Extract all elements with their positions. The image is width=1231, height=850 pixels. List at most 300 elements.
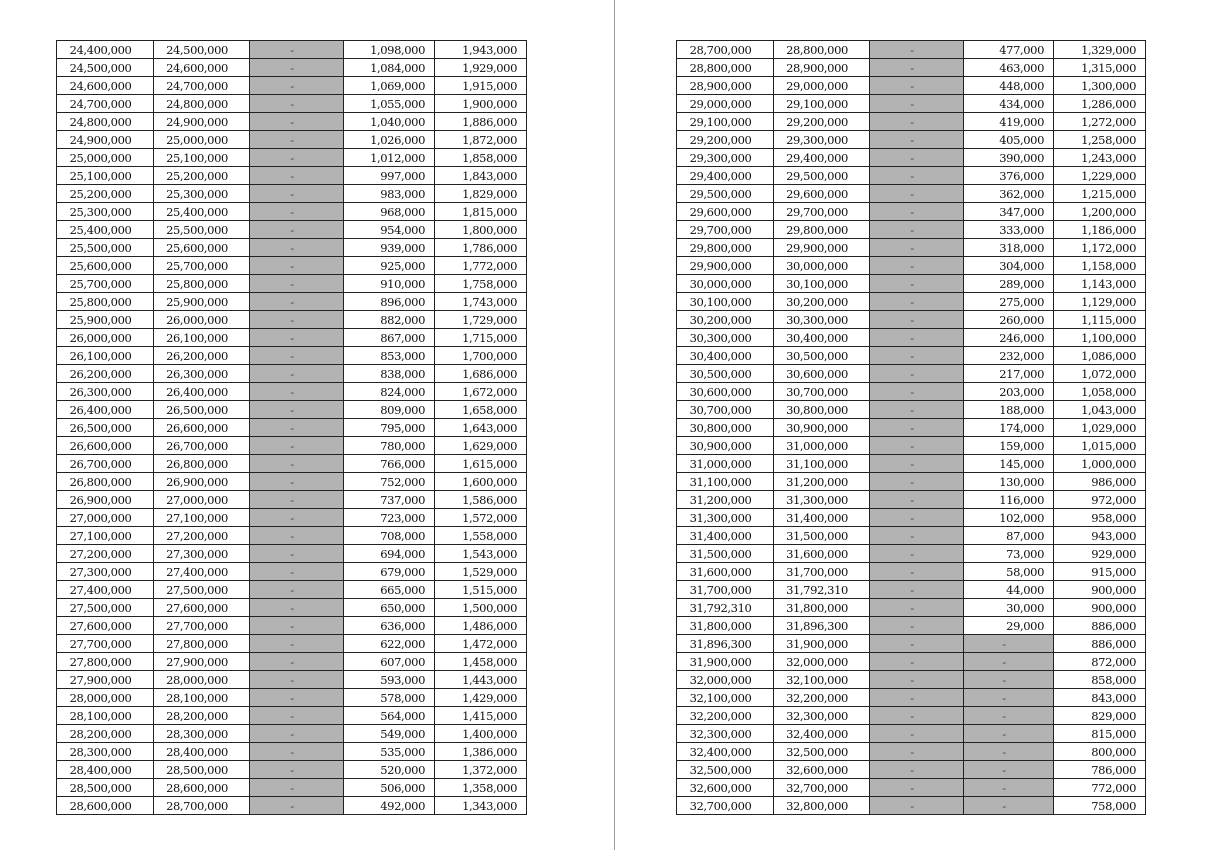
col3-cell: - bbox=[250, 59, 344, 77]
range-from-cell: 24,700,000 bbox=[57, 95, 154, 113]
col3-cell: - bbox=[870, 293, 964, 311]
col5-cell: 1,515,000 bbox=[435, 581, 527, 599]
range-from-cell: 29,200,000 bbox=[677, 131, 774, 149]
col5-cell: 1,715,000 bbox=[435, 329, 527, 347]
col3-cell: - bbox=[870, 383, 964, 401]
range-to-cell: 32,500,000 bbox=[774, 743, 870, 761]
table-row bbox=[677, 401, 1146, 419]
table-row bbox=[57, 383, 527, 401]
range-to-cell: 31,100,000 bbox=[774, 455, 870, 473]
col4-cell: 116,000 bbox=[964, 491, 1054, 509]
col3-cell: - bbox=[870, 617, 964, 635]
table-row bbox=[677, 113, 1146, 131]
col4-cell: 58,000 bbox=[964, 563, 1054, 581]
range-from-cell: 29,500,000 bbox=[677, 185, 774, 203]
table-row bbox=[57, 221, 527, 239]
table-row bbox=[677, 527, 1146, 545]
col3-cell: - bbox=[250, 437, 344, 455]
col4-cell: 954,000 bbox=[344, 221, 435, 239]
range-to-cell: 28,000,000 bbox=[154, 671, 250, 689]
col3-cell: - bbox=[250, 725, 344, 743]
range-to-cell: 27,900,000 bbox=[154, 653, 250, 671]
table-row bbox=[677, 275, 1146, 293]
range-from-cell: 30,900,000 bbox=[677, 437, 774, 455]
col5-cell: 1,400,000 bbox=[435, 725, 527, 743]
range-from-cell: 31,300,000 bbox=[677, 509, 774, 527]
col3-cell: - bbox=[870, 635, 964, 653]
table-row bbox=[677, 203, 1146, 221]
col5-cell: 915,000 bbox=[1054, 563, 1146, 581]
col4-cell: - bbox=[964, 761, 1054, 779]
table-row bbox=[677, 779, 1146, 797]
table-row bbox=[677, 167, 1146, 185]
col3-cell: - bbox=[870, 95, 964, 113]
col3-cell: - bbox=[250, 797, 344, 815]
col5-cell: 1,329,000 bbox=[1054, 41, 1146, 59]
col3-cell: - bbox=[870, 149, 964, 167]
range-to-cell: 32,300,000 bbox=[774, 707, 870, 725]
table-row bbox=[677, 473, 1146, 491]
table-row bbox=[57, 257, 527, 275]
table-row bbox=[677, 419, 1146, 437]
col4-cell: 477,000 bbox=[964, 41, 1054, 59]
col4-cell: 939,000 bbox=[344, 239, 435, 257]
col5-cell: 1,286,000 bbox=[1054, 95, 1146, 113]
col4-cell: 650,000 bbox=[344, 599, 435, 617]
col5-cell: 1,629,000 bbox=[435, 437, 527, 455]
col3-cell: - bbox=[250, 491, 344, 509]
range-from-cell: 31,700,000 bbox=[677, 581, 774, 599]
col3-cell: - bbox=[250, 203, 344, 221]
range-to-cell: 28,600,000 bbox=[154, 779, 250, 797]
col4-cell: - bbox=[964, 743, 1054, 761]
table-row bbox=[677, 491, 1146, 509]
col4-cell: 376,000 bbox=[964, 167, 1054, 185]
range-to-cell: 30,500,000 bbox=[774, 347, 870, 365]
col5-cell: 815,000 bbox=[1054, 725, 1146, 743]
col3-cell: - bbox=[870, 725, 964, 743]
table-row bbox=[57, 131, 527, 149]
range-to-cell: 32,000,000 bbox=[774, 653, 870, 671]
table-row bbox=[57, 185, 527, 203]
col5-cell: 1,558,000 bbox=[435, 527, 527, 545]
range-to-cell: 25,300,000 bbox=[154, 185, 250, 203]
col5-cell: 1,100,000 bbox=[1054, 329, 1146, 347]
range-from-cell: 25,700,000 bbox=[57, 275, 154, 293]
col5-cell: 1,043,000 bbox=[1054, 401, 1146, 419]
table-row bbox=[677, 437, 1146, 455]
table-row bbox=[677, 365, 1146, 383]
col5-cell: 1,600,000 bbox=[435, 473, 527, 491]
range-to-cell: 27,700,000 bbox=[154, 617, 250, 635]
table-row bbox=[677, 599, 1146, 617]
table-row bbox=[57, 203, 527, 221]
col3-cell: - bbox=[870, 599, 964, 617]
col3-cell: - bbox=[250, 275, 344, 293]
col4-cell: 766,000 bbox=[344, 455, 435, 473]
range-from-cell: 27,200,000 bbox=[57, 545, 154, 563]
col5-cell: 1,443,000 bbox=[435, 671, 527, 689]
range-from-cell: 31,000,000 bbox=[677, 455, 774, 473]
range-from-cell: 29,300,000 bbox=[677, 149, 774, 167]
range-to-cell: 27,100,000 bbox=[154, 509, 250, 527]
col5-cell: 786,000 bbox=[1054, 761, 1146, 779]
col4-cell: 174,000 bbox=[964, 419, 1054, 437]
range-to-cell: 25,700,000 bbox=[154, 257, 250, 275]
table-row bbox=[57, 347, 527, 365]
col3-cell: - bbox=[250, 149, 344, 167]
col3-cell: - bbox=[870, 779, 964, 797]
col5-cell: 1,472,000 bbox=[435, 635, 527, 653]
range-from-cell: 28,600,000 bbox=[57, 797, 154, 815]
table-row bbox=[57, 689, 527, 707]
range-from-cell: 26,800,000 bbox=[57, 473, 154, 491]
range-to-cell: 31,300,000 bbox=[774, 491, 870, 509]
col4-cell: 520,000 bbox=[344, 761, 435, 779]
col4-cell: 405,000 bbox=[964, 131, 1054, 149]
col3-cell: - bbox=[250, 707, 344, 725]
range-from-cell: 29,400,000 bbox=[677, 167, 774, 185]
col3-cell: - bbox=[250, 599, 344, 617]
col5-cell: 1,143,000 bbox=[1054, 275, 1146, 293]
range-from-cell: 29,000,000 bbox=[677, 95, 774, 113]
range-to-cell: 29,500,000 bbox=[774, 167, 870, 185]
col5-cell: 1,686,000 bbox=[435, 365, 527, 383]
col4-cell: 896,000 bbox=[344, 293, 435, 311]
table-row bbox=[677, 455, 1146, 473]
range-from-cell: 25,900,000 bbox=[57, 311, 154, 329]
range-to-cell: 26,600,000 bbox=[154, 419, 250, 437]
col4-cell: 593,000 bbox=[344, 671, 435, 689]
col3-cell: - bbox=[250, 311, 344, 329]
table-row bbox=[57, 149, 527, 167]
range-from-cell: 27,800,000 bbox=[57, 653, 154, 671]
col5-cell: 1,658,000 bbox=[435, 401, 527, 419]
col4-cell: 29,000 bbox=[964, 617, 1054, 635]
col4-cell: 492,000 bbox=[344, 797, 435, 815]
range-from-cell: 27,600,000 bbox=[57, 617, 154, 635]
col5-cell: 972,000 bbox=[1054, 491, 1146, 509]
range-from-cell: 31,792,310 bbox=[677, 599, 774, 617]
range-to-cell: 32,600,000 bbox=[774, 761, 870, 779]
table-row bbox=[677, 761, 1146, 779]
col3-cell: - bbox=[250, 671, 344, 689]
table-row bbox=[677, 59, 1146, 77]
col4-cell: 318,000 bbox=[964, 239, 1054, 257]
col5-cell: 1,029,000 bbox=[1054, 419, 1146, 437]
col4-cell: 362,000 bbox=[964, 185, 1054, 203]
range-from-cell: 30,800,000 bbox=[677, 419, 774, 437]
col3-cell: - bbox=[870, 707, 964, 725]
col4-cell: 246,000 bbox=[964, 329, 1054, 347]
col4-cell: - bbox=[964, 725, 1054, 743]
col5-cell: 1,458,000 bbox=[435, 653, 527, 671]
range-from-cell: 32,100,000 bbox=[677, 689, 774, 707]
range-to-cell: 25,000,000 bbox=[154, 131, 250, 149]
range-to-cell: 31,896,300 bbox=[774, 617, 870, 635]
col5-cell: 829,000 bbox=[1054, 707, 1146, 725]
range-to-cell: 25,800,000 bbox=[154, 275, 250, 293]
col5-cell: 900,000 bbox=[1054, 581, 1146, 599]
range-to-cell: 26,800,000 bbox=[154, 455, 250, 473]
col4-cell: 867,000 bbox=[344, 329, 435, 347]
col3-cell: - bbox=[870, 563, 964, 581]
col4-cell: 87,000 bbox=[964, 527, 1054, 545]
col3-cell: - bbox=[870, 365, 964, 383]
table-row bbox=[677, 311, 1146, 329]
range-from-cell: 27,900,000 bbox=[57, 671, 154, 689]
col5-cell: 1,672,000 bbox=[435, 383, 527, 401]
col3-cell: - bbox=[870, 77, 964, 95]
range-from-cell: 27,700,000 bbox=[57, 635, 154, 653]
page-divider bbox=[614, 0, 615, 850]
range-to-cell: 26,700,000 bbox=[154, 437, 250, 455]
col5-cell: 886,000 bbox=[1054, 635, 1146, 653]
table-row bbox=[57, 77, 527, 95]
col3-cell: - bbox=[250, 293, 344, 311]
col3-cell: - bbox=[250, 257, 344, 275]
col3-cell: - bbox=[250, 41, 344, 59]
range-to-cell: 30,200,000 bbox=[774, 293, 870, 311]
col5-cell: 1,643,000 bbox=[435, 419, 527, 437]
range-from-cell: 30,700,000 bbox=[677, 401, 774, 419]
range-from-cell: 25,500,000 bbox=[57, 239, 154, 257]
col5-cell: 758,000 bbox=[1054, 797, 1146, 815]
range-from-cell: 26,900,000 bbox=[57, 491, 154, 509]
col5-cell: 772,000 bbox=[1054, 779, 1146, 797]
table-row bbox=[677, 689, 1146, 707]
range-from-cell: 30,400,000 bbox=[677, 347, 774, 365]
col3-cell: - bbox=[870, 761, 964, 779]
col4-cell: 723,000 bbox=[344, 509, 435, 527]
col3-cell: - bbox=[870, 527, 964, 545]
table-row bbox=[57, 419, 527, 437]
table-row bbox=[57, 581, 527, 599]
table-row bbox=[57, 41, 527, 59]
range-to-cell: 28,900,000 bbox=[774, 59, 870, 77]
range-to-cell: 24,500,000 bbox=[154, 41, 250, 59]
col4-cell: 145,000 bbox=[964, 455, 1054, 473]
table-row bbox=[677, 671, 1146, 689]
range-to-cell: 31,800,000 bbox=[774, 599, 870, 617]
col5-cell: 1,872,000 bbox=[435, 131, 527, 149]
range-from-cell: 29,100,000 bbox=[677, 113, 774, 131]
col5-cell: 1,929,000 bbox=[435, 59, 527, 77]
range-from-cell: 28,300,000 bbox=[57, 743, 154, 761]
col5-cell: 1,915,000 bbox=[435, 77, 527, 95]
col3-cell: - bbox=[250, 455, 344, 473]
col3-cell: - bbox=[250, 761, 344, 779]
col4-cell: 853,000 bbox=[344, 347, 435, 365]
range-from-cell: 28,700,000 bbox=[677, 41, 774, 59]
col5-cell: 1,215,000 bbox=[1054, 185, 1146, 203]
col4-cell: 780,000 bbox=[344, 437, 435, 455]
col4-cell: 289,000 bbox=[964, 275, 1054, 293]
col3-cell: - bbox=[250, 563, 344, 581]
table-row bbox=[57, 671, 527, 689]
col5-cell: 958,000 bbox=[1054, 509, 1146, 527]
col5-cell: 1,129,000 bbox=[1054, 293, 1146, 311]
range-from-cell: 30,200,000 bbox=[677, 311, 774, 329]
col5-cell: 1,343,000 bbox=[435, 797, 527, 815]
col4-cell: 925,000 bbox=[344, 257, 435, 275]
range-from-cell: 27,400,000 bbox=[57, 581, 154, 599]
range-from-cell: 29,700,000 bbox=[677, 221, 774, 239]
range-from-cell: 29,900,000 bbox=[677, 257, 774, 275]
col5-cell: 1,886,000 bbox=[435, 113, 527, 131]
col4-cell: - bbox=[964, 653, 1054, 671]
col5-cell: 872,000 bbox=[1054, 653, 1146, 671]
col4-cell: 1,040,000 bbox=[344, 113, 435, 131]
table-row bbox=[57, 707, 527, 725]
col3-cell: - bbox=[870, 203, 964, 221]
table-row bbox=[57, 797, 527, 815]
table-row bbox=[677, 563, 1146, 581]
table-row bbox=[57, 365, 527, 383]
range-from-cell: 24,500,000 bbox=[57, 59, 154, 77]
range-from-cell: 31,600,000 bbox=[677, 563, 774, 581]
col3-cell: - bbox=[870, 221, 964, 239]
table-row bbox=[677, 293, 1146, 311]
col3-cell: - bbox=[250, 689, 344, 707]
col5-cell: 1,372,000 bbox=[435, 761, 527, 779]
col3-cell: - bbox=[870, 347, 964, 365]
col3-cell: - bbox=[250, 635, 344, 653]
range-to-cell: 24,900,000 bbox=[154, 113, 250, 131]
col5-cell: 1,229,000 bbox=[1054, 167, 1146, 185]
range-to-cell: 28,100,000 bbox=[154, 689, 250, 707]
table-row bbox=[57, 473, 527, 491]
col5-cell: 1,815,000 bbox=[435, 203, 527, 221]
table-row bbox=[677, 797, 1146, 815]
table-row bbox=[57, 527, 527, 545]
table-row bbox=[57, 653, 527, 671]
range-to-cell: 30,300,000 bbox=[774, 311, 870, 329]
col5-cell: 1,200,000 bbox=[1054, 203, 1146, 221]
col4-cell: 809,000 bbox=[344, 401, 435, 419]
col5-cell: 800,000 bbox=[1054, 743, 1146, 761]
col4-cell: 535,000 bbox=[344, 743, 435, 761]
col3-cell: - bbox=[250, 95, 344, 113]
table-row bbox=[57, 509, 527, 527]
col3-cell: - bbox=[870, 113, 964, 131]
col4-cell: 968,000 bbox=[344, 203, 435, 221]
range-from-cell: 25,800,000 bbox=[57, 293, 154, 311]
range-from-cell: 31,400,000 bbox=[677, 527, 774, 545]
table-row bbox=[57, 311, 527, 329]
col5-cell: 1,486,000 bbox=[435, 617, 527, 635]
col5-cell: 1,415,000 bbox=[435, 707, 527, 725]
col4-cell: 1,084,000 bbox=[344, 59, 435, 77]
range-from-cell: 30,300,000 bbox=[677, 329, 774, 347]
range-from-cell: 25,300,000 bbox=[57, 203, 154, 221]
col3-cell: - bbox=[250, 131, 344, 149]
range-to-cell: 28,700,000 bbox=[154, 797, 250, 815]
table-row bbox=[57, 167, 527, 185]
col3-cell: - bbox=[250, 185, 344, 203]
col4-cell: 679,000 bbox=[344, 563, 435, 581]
col4-cell: 564,000 bbox=[344, 707, 435, 725]
table-row bbox=[57, 401, 527, 419]
col5-cell: 1,800,000 bbox=[435, 221, 527, 239]
range-to-cell: 28,300,000 bbox=[154, 725, 250, 743]
col4-cell: 30,000 bbox=[964, 599, 1054, 617]
table-row bbox=[677, 617, 1146, 635]
col5-cell: 1,529,000 bbox=[435, 563, 527, 581]
col4-cell: 463,000 bbox=[964, 59, 1054, 77]
range-to-cell: 31,000,000 bbox=[774, 437, 870, 455]
col5-cell: 1,900,000 bbox=[435, 95, 527, 113]
range-to-cell: 28,200,000 bbox=[154, 707, 250, 725]
range-to-cell: 32,800,000 bbox=[774, 797, 870, 815]
table-row bbox=[57, 329, 527, 347]
table-row bbox=[57, 617, 527, 635]
col3-cell: - bbox=[870, 167, 964, 185]
range-from-cell: 28,500,000 bbox=[57, 779, 154, 797]
col3-cell: - bbox=[870, 545, 964, 563]
col4-cell: 694,000 bbox=[344, 545, 435, 563]
range-from-cell: 25,400,000 bbox=[57, 221, 154, 239]
table-row bbox=[57, 635, 527, 653]
range-from-cell: 26,700,000 bbox=[57, 455, 154, 473]
table-row bbox=[57, 779, 527, 797]
col5-cell: 1,615,000 bbox=[435, 455, 527, 473]
col3-cell: - bbox=[870, 653, 964, 671]
range-to-cell: 28,400,000 bbox=[154, 743, 250, 761]
range-to-cell: 31,792,310 bbox=[774, 581, 870, 599]
range-from-cell: 26,600,000 bbox=[57, 437, 154, 455]
col3-cell: - bbox=[870, 743, 964, 761]
col4-cell: 1,055,000 bbox=[344, 95, 435, 113]
range-from-cell: 30,500,000 bbox=[677, 365, 774, 383]
range-from-cell: 28,100,000 bbox=[57, 707, 154, 725]
col4-cell: 607,000 bbox=[344, 653, 435, 671]
table-row bbox=[677, 707, 1146, 725]
range-to-cell: 28,500,000 bbox=[154, 761, 250, 779]
range-to-cell: 24,600,000 bbox=[154, 59, 250, 77]
col4-cell: 506,000 bbox=[344, 779, 435, 797]
range-from-cell: 31,500,000 bbox=[677, 545, 774, 563]
col3-cell: - bbox=[870, 437, 964, 455]
col4-cell: 44,000 bbox=[964, 581, 1054, 599]
col4-cell: 304,000 bbox=[964, 257, 1054, 275]
range-to-cell: 30,100,000 bbox=[774, 275, 870, 293]
col5-cell: 1,358,000 bbox=[435, 779, 527, 797]
table-row bbox=[677, 545, 1146, 563]
col5-cell: 900,000 bbox=[1054, 599, 1146, 617]
range-from-cell: 25,000,000 bbox=[57, 149, 154, 167]
range-from-cell: 26,300,000 bbox=[57, 383, 154, 401]
range-to-cell: 27,300,000 bbox=[154, 545, 250, 563]
range-from-cell: 31,896,300 bbox=[677, 635, 774, 653]
col4-cell: 983,000 bbox=[344, 185, 435, 203]
range-from-cell: 26,400,000 bbox=[57, 401, 154, 419]
col5-cell: 1,386,000 bbox=[435, 743, 527, 761]
col4-cell: 333,000 bbox=[964, 221, 1054, 239]
col3-cell: - bbox=[250, 239, 344, 257]
table-row bbox=[677, 149, 1146, 167]
range-to-cell: 31,200,000 bbox=[774, 473, 870, 491]
col3-cell: - bbox=[250, 509, 344, 527]
col5-cell: 1,700,000 bbox=[435, 347, 527, 365]
range-from-cell: 27,300,000 bbox=[57, 563, 154, 581]
col3-cell: - bbox=[250, 167, 344, 185]
range-from-cell: 25,200,000 bbox=[57, 185, 154, 203]
range-to-cell: 31,900,000 bbox=[774, 635, 870, 653]
table-row bbox=[57, 113, 527, 131]
col3-cell: - bbox=[870, 455, 964, 473]
table-row bbox=[677, 95, 1146, 113]
